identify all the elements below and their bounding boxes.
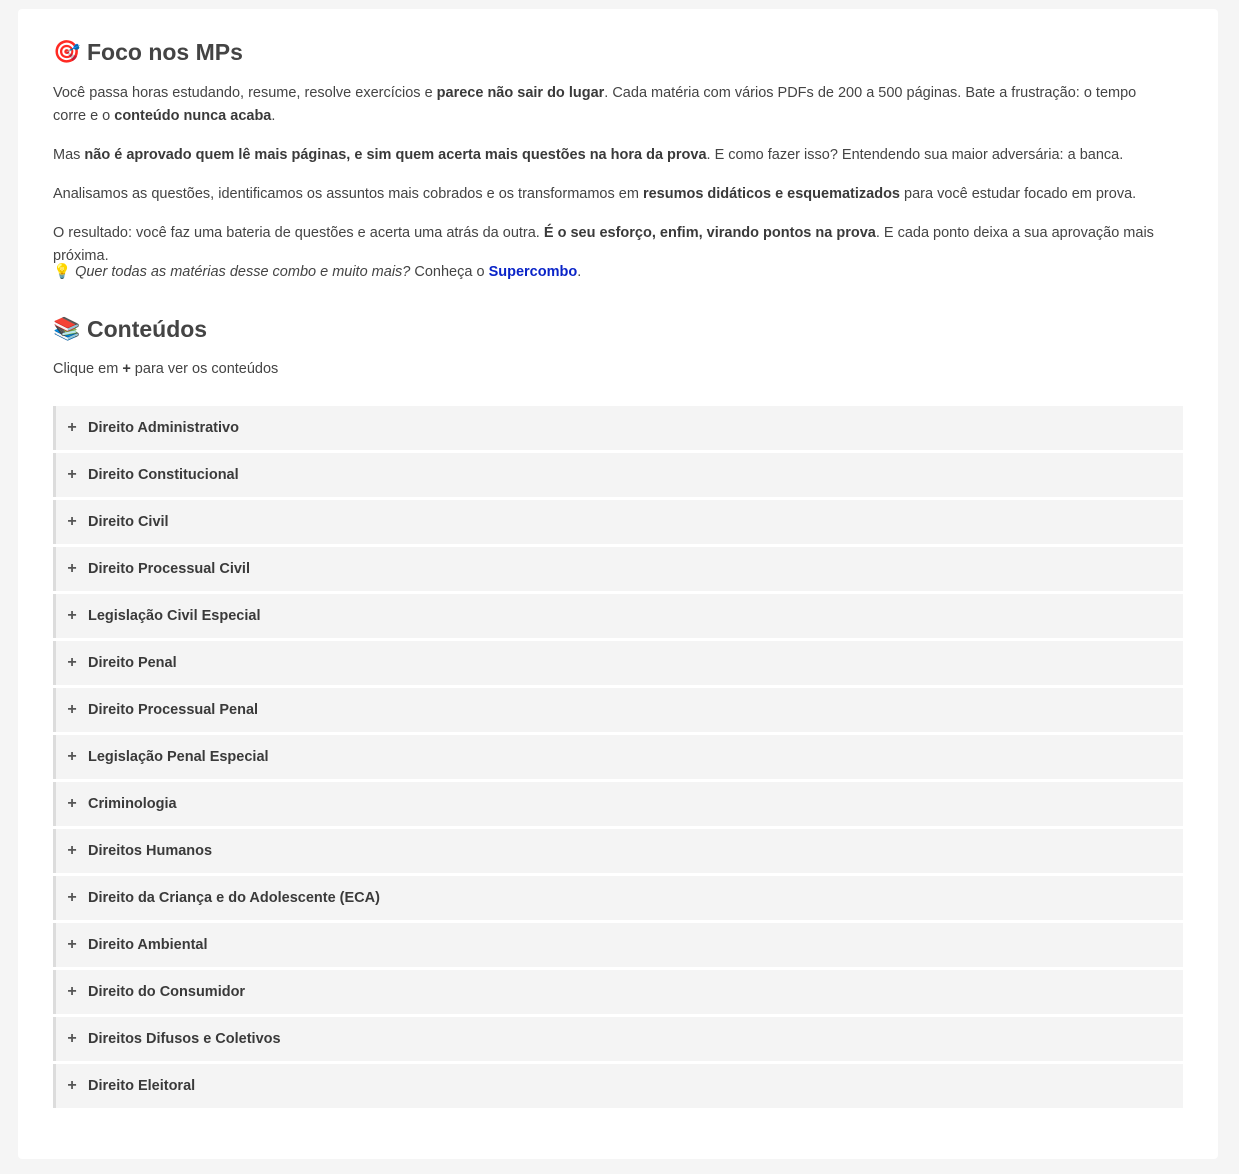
accordion-item-label: Direitos Humanos	[88, 843, 213, 859]
plus-icon: +	[67, 842, 77, 859]
plus-icon: +	[67, 983, 77, 1000]
text-span: . E como fazer isso? Entendendo sua maior adversária: a banca.	[706, 147, 1124, 163]
accordion-item[interactable]	[53, 1064, 1183, 1108]
paragraph-supercombo	[53, 261, 581, 284]
accordion-item[interactable]	[53, 782, 1183, 826]
books-icon: 📚	[53, 316, 81, 341]
accordion-item-label: Legislação Penal Especial	[88, 749, 269, 765]
plus-icon: +	[67, 654, 77, 671]
bold-span: conteúdo nunca acaba	[114, 108, 272, 124]
accordion-item[interactable]	[53, 453, 1183, 497]
paragraph-analysis	[53, 183, 1136, 206]
text-span: Você passa horas estudando, resume, resolve exercícios e	[53, 85, 437, 101]
section-title-foco	[53, 38, 243, 66]
accordion-item-label: Direito Penal	[88, 655, 177, 671]
accordion-item-label: Legislação Civil Especial	[88, 608, 261, 624]
plus-icon: +	[67, 560, 77, 577]
text-span: para você estudar focado em prova.	[900, 186, 1137, 202]
plus-icon: +	[67, 748, 77, 765]
accordion-item-label: Direito Processual Civil	[88, 561, 250, 577]
accordion-item[interactable]	[53, 876, 1183, 920]
content-card	[18, 9, 1218, 1159]
plus-icon: +	[67, 701, 77, 718]
accordion-item-label: Direito Ambiental	[88, 937, 208, 953]
plus-icon: +	[67, 1030, 77, 1047]
accordion-item-label: Direito da Criança e do Adolescente (ECA)	[88, 890, 380, 906]
plus-icon: +	[67, 607, 77, 624]
bold-span: resumos didáticos e esquematizados	[642, 186, 900, 202]
italic-span: Quer todas as matérias desse combo e muito mais?	[75, 264, 411, 280]
text-span: Clique em	[53, 361, 123, 377]
bold-span: parece não sair do lugar	[436, 85, 605, 101]
accordion-item[interactable]	[53, 829, 1183, 873]
text-span: Mas	[53, 147, 85, 163]
plus-icon: +	[67, 1077, 77, 1094]
plus-icon: +	[67, 936, 77, 953]
plus-icon: +	[67, 466, 77, 483]
accordion-item[interactable]	[53, 547, 1183, 591]
accordion-item[interactable]	[53, 970, 1183, 1014]
text-span: para ver os conteúdos	[130, 361, 279, 377]
text-span: .	[577, 264, 582, 280]
text-span: . Cada matéria com vários PDFs de 200 a 500 páginas. Bate a frustração: o tempo corre e o	[53, 85, 1137, 124]
plus-icon: +	[67, 513, 77, 530]
accordion-item-label: Direito Constitucional	[88, 467, 239, 483]
plus-icon: +	[67, 419, 77, 436]
accordion-item-label: Direito Processual Penal	[88, 702, 259, 718]
paragraph-approval	[53, 144, 1123, 167]
plus-icon: +	[67, 795, 77, 812]
accordion-item[interactable]	[53, 500, 1183, 544]
text-span: .	[271, 108, 276, 124]
text-span: Conheça o	[410, 264, 489, 280]
accordion-item[interactable]	[53, 641, 1183, 685]
section-title-conteudos	[53, 315, 207, 343]
intro-paragraph	[53, 82, 1153, 128]
accordion-item-label: Criminologia	[88, 796, 177, 812]
section-title-text: Conteúdos	[87, 316, 208, 342]
accordion-item[interactable]	[53, 923, 1183, 967]
accordion-item-label: Direito Civil	[88, 514, 169, 530]
accordion-item[interactable]	[53, 1017, 1183, 1061]
accordion-item[interactable]	[53, 688, 1183, 732]
section-title-text: Foco nos MPs	[87, 39, 243, 65]
text-span: Analisamos as questões, identificamos os assuntos mais cobrados e os transformamos em	[53, 186, 643, 202]
accordion-item[interactable]	[53, 594, 1183, 638]
accordion-item-label: Direitos Difusos e Coletivos	[88, 1031, 281, 1047]
accordion-item-label: Direito Administrativo	[88, 420, 239, 436]
accordion-item[interactable]	[53, 735, 1183, 779]
accordion-item-label: Direito Eleitoral	[88, 1078, 196, 1094]
bold-span: +	[122, 361, 131, 377]
bold-span: É o seu esforço, enfim, virando pontos na prova	[543, 225, 876, 241]
plus-icon: +	[67, 889, 77, 906]
supercombo-link[interactable]: Supercombo	[488, 264, 578, 280]
bold-span: não é aprovado quem lê mais páginas, e sim quem acerta mais questões na hora da prova	[84, 147, 707, 163]
paragraph-instructions	[53, 358, 278, 381]
lightbulb-icon: 💡	[53, 264, 72, 280]
content-accordion	[53, 406, 1183, 1111]
text-span: . E cada ponto deixa a sua aprovação mais próxima.	[53, 225, 1154, 264]
accordion-item-label: Direito do Consumidor	[88, 984, 246, 1000]
accordion-item[interactable]	[53, 406, 1183, 450]
text-span: O resultado: você faz uma bateria de questões e acerta uma atrás da outra.	[53, 225, 544, 241]
target-icon: 🎯	[53, 39, 81, 64]
